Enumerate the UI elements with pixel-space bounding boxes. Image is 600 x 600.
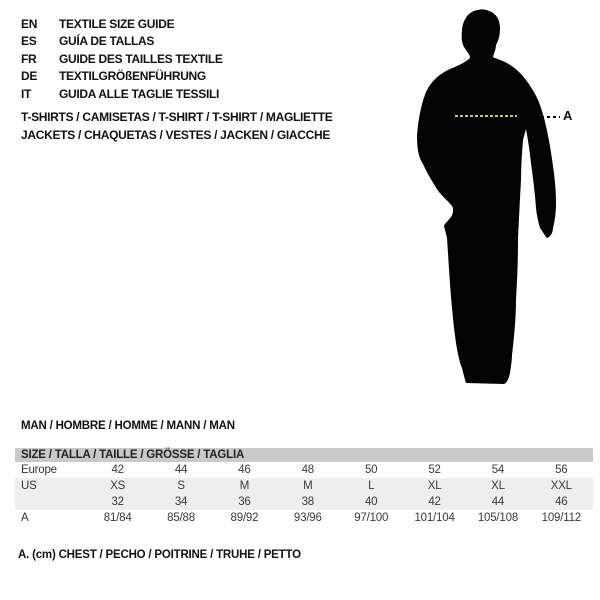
measure-label-a: A xyxy=(563,108,573,123)
table-cell: 52 xyxy=(428,464,441,476)
table-cell: 89/92 xyxy=(230,512,259,524)
table-cell: 32 xyxy=(111,496,124,508)
language-label: GUIDE DES TAILLES TEXTILE xyxy=(59,51,223,66)
list-item xyxy=(21,68,223,86)
language-label: GUÍA DE TALLAS xyxy=(59,34,155,49)
table-cell: 44 xyxy=(491,496,505,508)
table-cell: 101/104 xyxy=(414,512,455,524)
language-code: FR xyxy=(21,51,37,66)
callout-dash-line xyxy=(541,116,560,118)
table-cell: 81/84 xyxy=(103,512,132,524)
table-cell: M xyxy=(239,480,250,492)
table-cell: 48 xyxy=(301,464,315,476)
category-jackets: JACKETS / CHAQUETAS / VESTES / JACKEN / GIACCHE xyxy=(21,127,331,142)
table-cell: S xyxy=(177,480,185,492)
table-cell: XS xyxy=(110,480,126,492)
measure-footnote: A. (cm) CHEST / PECHO / POITRINE / TRUHE / PETTO xyxy=(18,549,301,561)
list-item xyxy=(21,50,223,68)
table-row-chest-a xyxy=(15,510,593,526)
table-cell: 40 xyxy=(364,496,378,508)
table-cell: 97/100 xyxy=(354,512,389,524)
table-cell: 46 xyxy=(238,464,251,476)
table-cell: 44 xyxy=(174,464,188,476)
table-cell: 42 xyxy=(428,496,441,508)
table-cell: 56 xyxy=(555,464,568,476)
table-cell: 50 xyxy=(364,464,378,476)
table-cell: 36 xyxy=(238,496,251,508)
language-label: TEXTILGRÖßENFÜHRUNG xyxy=(59,69,206,84)
language-code: DE xyxy=(21,69,38,84)
man-silhouette-figure xyxy=(415,8,565,388)
size-table xyxy=(15,448,593,526)
section-title: MAN / HOMBRE / HOMME / MANN / MAN xyxy=(21,420,235,432)
table-cell: L xyxy=(368,480,375,492)
category-list xyxy=(21,110,333,145)
language-code: EN xyxy=(21,16,38,31)
row-label: Europe xyxy=(21,464,57,476)
table-cell: 54 xyxy=(491,464,505,476)
table-cell: 38 xyxy=(301,496,315,508)
table-row-europe xyxy=(15,462,593,478)
table-cell: 42 xyxy=(111,464,124,476)
category-tshirts: T-SHIRTS / CAMISETAS / T-SHIRT / T-SHIRT / MAGLIETTE xyxy=(21,110,333,124)
language-code: IT xyxy=(21,86,32,101)
table-cell: 85/88 xyxy=(167,512,195,524)
man-silhouette-svg xyxy=(415,8,565,388)
language-label: TEXTILE SIZE GUIDE xyxy=(59,16,175,31)
row-label: US xyxy=(21,480,37,492)
language-list xyxy=(21,15,223,103)
table-row-us-numbers xyxy=(15,494,593,510)
table-header-size: SIZE / TALLA / TAILLE / GRÖSSE / TAGLIA xyxy=(15,448,593,462)
list-item xyxy=(21,85,223,103)
table-cell: 105/108 xyxy=(477,512,519,524)
table-row-us-letters xyxy=(15,478,593,494)
table-cell: XL xyxy=(491,480,505,492)
table-cell: M xyxy=(303,480,313,492)
language-label: GUIDA ALLE TAGLIE TESSILI xyxy=(59,86,220,101)
table-cell: 34 xyxy=(174,496,188,508)
table-cell: 109/112 xyxy=(541,512,581,524)
table-cell: XL xyxy=(427,480,442,492)
list-item xyxy=(21,15,223,33)
row-label: A xyxy=(21,512,29,524)
table-cell: XXL xyxy=(550,480,572,492)
table-cell: 46 xyxy=(555,496,568,508)
list-item xyxy=(21,33,223,51)
chest-measure-dash-line xyxy=(455,115,517,117)
language-code: ES xyxy=(21,34,37,49)
table-cell: 93/96 xyxy=(293,512,322,524)
